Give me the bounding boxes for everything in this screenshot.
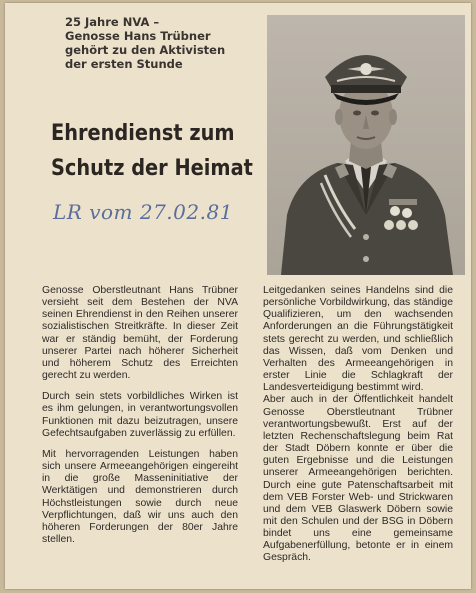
- portrait-photo: [267, 15, 465, 275]
- kicker-line: Genosse Hans Trübner: [65, 29, 211, 43]
- body-paragraph: Mit hervorragenden Leistungen haben sich unsere Armeeangehörigen eingereiht in die große Masseninitiative der Werktätigen und demonstrieren durch Höchstleistungen sowie durch neue Verpflichtungen, daß wir uns auch den höheren Forderungen der 80er Jahre stellen.: [42, 448, 238, 545]
- kicker-line: der ersten Stunde: [65, 57, 183, 71]
- body-paragraph: Durch sein stets vorbildliches Wirken ist es ihm gelungen, in verantwortungsvollen Funktionen mit dazu beizutragen, unsere Gefechtsaufgaben zuverlässig zu erfüllen.: [42, 391, 238, 439]
- newspaper-clipping: [5, 3, 471, 589]
- headline-line: Ehrendienst zum: [51, 120, 235, 146]
- body-paragraph: Genosse Oberstleutnant Hans Trübner versieht seit dem Bestehen der NVA seinen Ehrendienst in den Reihen unserer sozialistischen Streitkräfte. In dieser Zeit war er ständig bemüht, der Forderung unserer Partei nach höherer Sicherheit und höherem Schutz des Erreichten gerecht zu werden.: [42, 285, 238, 382]
- body-column-left: [42, 285, 238, 555]
- kicker-line: gehört zu den Aktivisten: [65, 43, 226, 57]
- body-column-right: [263, 285, 453, 574]
- kicker-text: [65, 15, 265, 71]
- headline: [51, 116, 253, 186]
- body-paragraph: Aber auch in der Öffentlichkeit handelt Genosse Oberstleutnant Trübner verantwortungsbewußt. Erst auf der letzten Rechenschaftslegung beim Rat der Stadt Döbern konnte er über die guten Ergebnisse und die Leistungen unserer Armeeangehörigen berichten. Durch eine gute Patenschaftsarbeit mit dem VEB Forster Web- und Strickwaren und dem VEB Glaswerk Döbern sowie mit den Schulen und der BSG in Döbern bindet uns eine gemeinsame Aufgabenerfüllung, betonte er in einem Gespräch.: [263, 394, 453, 564]
- headline-line: Schutz der Heimat: [51, 155, 253, 181]
- kicker-line: 25 Jahre NVA –: [65, 15, 160, 29]
- portrait-of-officer-in-uniform-icon: [267, 15, 465, 275]
- handwritten-source-note: LR vom 27.02.81: [53, 200, 233, 224]
- body-paragraph: Leitgedanken seines Handelns sind die persönliche Vorbildwirkung, das ständige Qualifizieren, um den wachsenden Anforderungen an die Führungstätigkeit stets gerecht zu werden, und schließlich das Wissen, daß vom Denken und Verhalten des Armeeangehörigen in erster Linie die Schlagkraft der Landesverteidigung bestimmt wird.: [263, 285, 453, 394]
